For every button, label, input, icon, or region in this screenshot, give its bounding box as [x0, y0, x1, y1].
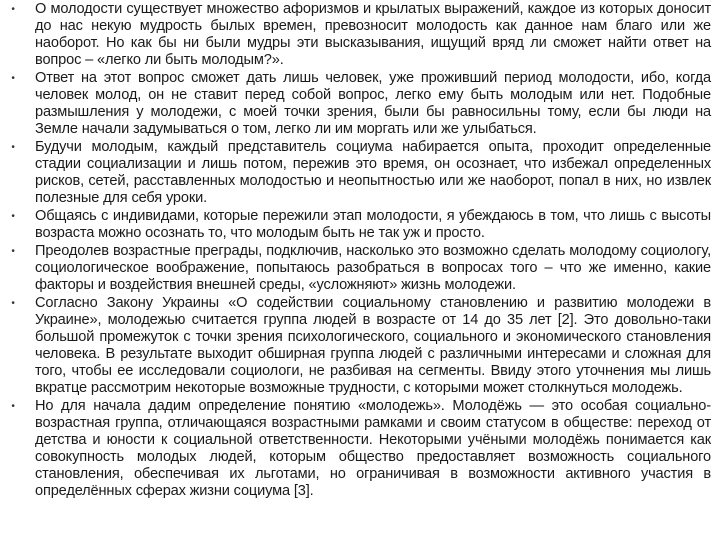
list-item [0, 295, 720, 397]
list-item [0, 139, 720, 207]
list-item [0, 398, 720, 500]
paragraph-text: Согласно Закону Украины «О содействии социальному становлению и развитию молодежи в Украине», молодежью считается группа людей в возрасте от 14 до 35 лет [2]. Это довольно-таки большой промежуток с точки зрения психологического, социального и экономического становления человека. В результате выходит обширная группа людей с различными интересами и сложная для того, чтобы ее исследовали социологи, не разбивая на сегменты. Ввиду этого уточнения мы лишь вкратце рассмотрим некоторые возможные трудности, с которыми может столкнуться молодежь. [35, 295, 711, 396]
list-item [0, 243, 720, 294]
paragraph-text: Будучи молодым, каждый представитель социума набирается опыта, проходит определенные стадии социализации и лишь потом, пережив это время, он осознает, что избежал определенных рисков, сетей, расставленных молодостью и неопытностью или же наоборот, попал в них, но извлек полезные для себя уроки. [35, 139, 711, 206]
list-item [0, 1, 720, 69]
bullet-icon: • [11, 298, 15, 309]
paragraph-text: Преодолев возрастные преграды, подключив, насколько это возможно сделать молодому социологу, социологическое воображение, попытаюсь разобраться в вопросах того – что же именно, какие факторы и воздействия внешней среды, «усложняют» жизнь молодежи. [35, 243, 711, 293]
bullet-icon: • [11, 73, 15, 84]
bullet-icon: • [11, 142, 15, 153]
list-item [0, 70, 720, 138]
paragraph-text: Ответ на этот вопрос сможет дать лишь человек, уже проживший период молодости, ибо, когда человек молод, он не ставит перед собой вопрос, легко ему быть молодым или нет. Подобные размышления у молодежи, с моей точки зрения, были бы равносильны тому, если бы люди на Земле начали задумываться о том, легко ли им моргать или же улыбаться. [35, 70, 711, 137]
bullet-icon: • [11, 4, 15, 15]
bullet-icon: • [11, 246, 15, 257]
bullet-icon: • [11, 401, 15, 412]
paragraph-text: О молодости существует множество афоризмов и крылатых выражений, каждое из которых доносит до нас некую мудрость былых времен, превозносит молодость как данное нам благо или же наоборот. Но как бы ни были мудры эти высказывания, ищущий вряд ли сможет найти ответ на вопрос – «легко ли быть молодым?». [35, 1, 711, 68]
bullet-list [0, 1, 720, 501]
bullet-icon: • [11, 211, 15, 222]
list-item [0, 208, 720, 242]
paragraph-text: Но для начала дадим определение понятию «молодежь». Молодёжь — это особая социально-возрастная группа, отличающаяся возрастными рамками и своим статусом в обществе: переход от детства и юности к социальной ответственности. Некоторыми учёными молодёжь понимается как совокупность молодых людей, которым общество предоставляет возможность социального становления, обеспечивая их льготами, но ограничивая в возможности активного участия в определённых сферах жизни социума [3]. [35, 398, 711, 499]
paragraph-text: Общаясь с индивидами, которые пережили этап молодости, я убеждаюсь в том, что лишь с высоты возраста можно осознать то, что молодым быть не так уж и просто. [35, 208, 711, 241]
